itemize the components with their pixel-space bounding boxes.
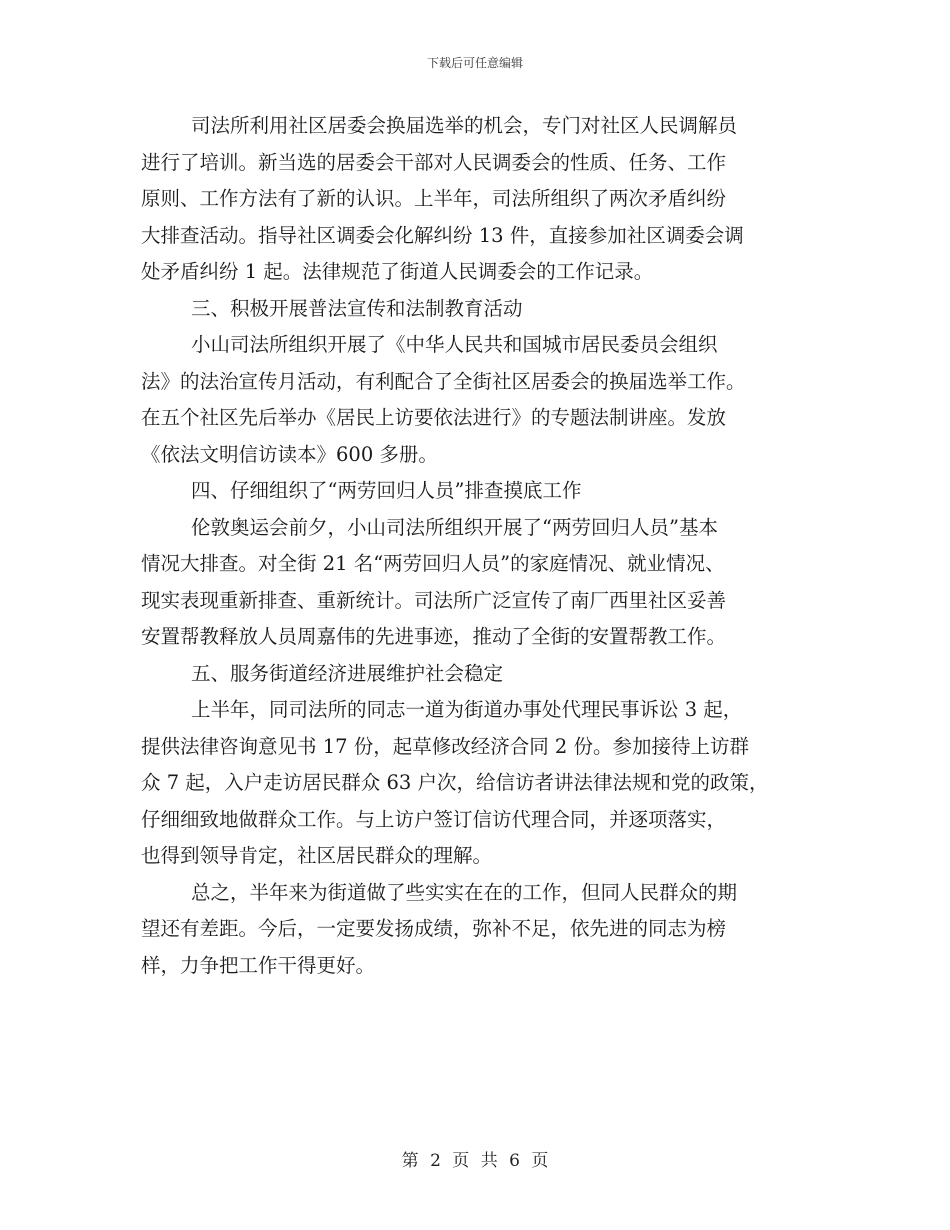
document-body [141,108,813,984]
paragraph-line: 总之，半年来为街道做了些实实在在的工作，但同人民群众的期 [191,880,738,904]
paragraph-line: 进行了培训。新当选的居委会干部对人民调委会的性质、任务、工作 [141,150,727,174]
paragraph-line: 也得到领导肯定，社区居民群众的理解。 [141,844,493,867]
paragraph-line: 司法所利用社区居委会换届选举的机会，专门对社区人民调解员 [191,114,738,137]
paragraph-line: 《依法文明信访读本》600 多册。 [141,442,438,466]
paragraph-line: 提供法律咨询意见书 17 份，起草修改经济合同 2 份。参加接待上访群 [141,734,750,758]
paragraph-line: 上半年，同司法所的同志一道为街道办事处代理民事诉讼 3 起， [191,698,743,721]
paragraph-line: 样，力争把工作干得更好。 [141,953,376,977]
paragraph-line: 现实表现重新排查、重新统计。司法所广泛宣传了南厂西里社区妥善 [141,588,727,612]
section-heading: 五、服务街道经济进展维护社会稳定 [191,661,504,685]
page-number-footer: 第 2 页 共 6 页 [401,1151,549,1171]
paragraph-line: 安置帮教释放人员周嘉伟的先进事迹，推动了全街的安置帮教工作。 [141,625,727,648]
paragraph-line: 情况大排查。对全街 21 名“两劳回归人员”的家庭情况、就业情况、 [141,552,725,575]
paragraph-line: 伦敦奥运会前夕，小山司法所组织开展了“两劳回归人员”基本 [191,515,718,539]
section-heading: 三、积极开展普法宣传和法制教育活动 [191,296,523,320]
paragraph-line: 在五个社区先后举办《居民上访要依法进行》的专题法制讲座。发放 [141,406,727,429]
paragraph-line: 望还有差距。今后，一定要发扬成绩，弥补不足，依先进的同志为榜 [141,917,727,940]
paragraph-line: 小山司法所组织开展了《中华人民共和国城市居民委员会组织 [191,333,718,356]
paragraph-line: 众 7 起，入户走访居民群众 63 户次，给信访者讲法律法规和党的政策， [141,771,769,794]
page-header: 下载后可任意编辑 [426,56,523,70]
paragraph-line: 处矛盾纠纷 1 起。法律规范了街道人民调委会的工作记录。 [141,260,654,283]
paragraph-line: 法》的法治宣传月活动，有利配合了全街社区居委会的换届选举工作。 [141,369,746,393]
section-heading: 四、仔细组织了“两劳回归人员”排查摸底工作 [191,479,582,502]
paragraph-line: 大排查活动。指导社区调委会化解纠纷 13 件，直接参加社区调委会调 [141,223,744,247]
paragraph-line: 原则、工作方法有了新的认识。上半年，司法所组织了两次矛盾纠纷 [141,187,727,210]
paragraph-line: 仔细细致地做群众工作。与上访户签订信访代理合同，并逐项落实， [141,807,727,831]
